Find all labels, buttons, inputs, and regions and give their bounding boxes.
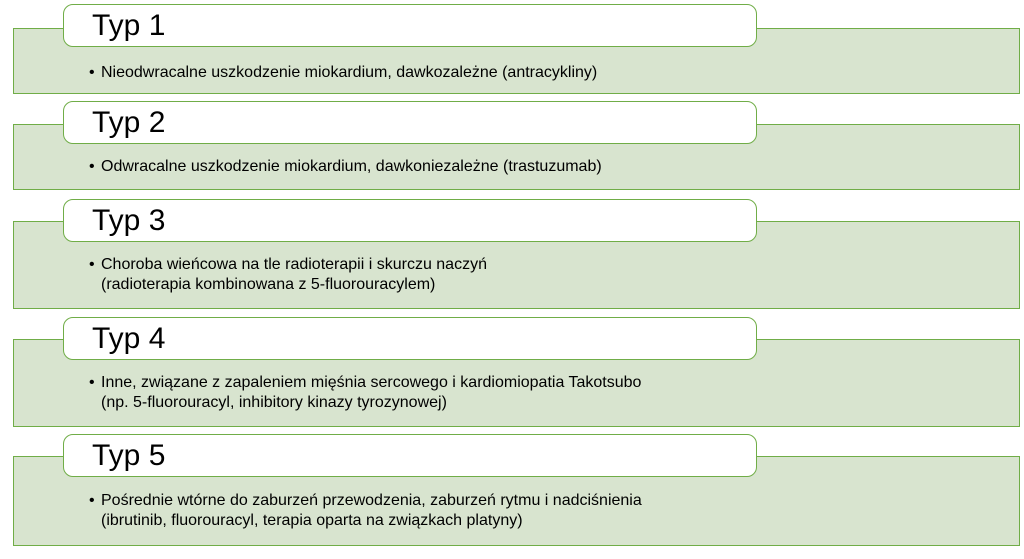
type-header (63, 101, 757, 144)
type-title: Typ 4 (92, 321, 166, 355)
type-header (63, 317, 757, 360)
bullet-icon: • (89, 256, 95, 273)
bullet-icon: • (89, 374, 95, 391)
type-title: Typ 2 (92, 105, 166, 139)
type-description: • Choroba wieńcowa na tle radioterapii i skurczu naczyń (radioterapia kombinowana z 5-fluorouracylem) (89, 256, 487, 293)
type-description: • Nieodwracalne uszkodzenie miokardium, dawkozależne (antracykliny) (89, 64, 598, 81)
type-description: • Inne, związane z zapaleniem mięśnia sercowego i kardiomiopatia Takotsubo (np. 5-fluorouracyl, inhibitory kinazy tyrozynowej) (89, 374, 642, 411)
type-header (63, 4, 757, 47)
type-title: Typ 5 (92, 438, 166, 472)
type-description: • Pośrednie wtórne do zaburzeń przewodzenia, zaburzeń rytmu i nadciśnienia (ibrutinib, fluorouracyl, terapia oparta na związkach platyny) (89, 492, 642, 529)
bullet-icon: • (89, 64, 95, 81)
bullet-icon: • (89, 158, 95, 175)
bullet-icon: • (89, 492, 95, 509)
type-header (63, 434, 757, 477)
type-title: Typ 3 (92, 203, 166, 237)
type-header (63, 199, 757, 242)
type-title: Typ 1 (92, 8, 166, 42)
type-description: • Odwracalne uszkodzenie miokardium, dawkoniezależne (trastuzumab) (89, 158, 602, 175)
